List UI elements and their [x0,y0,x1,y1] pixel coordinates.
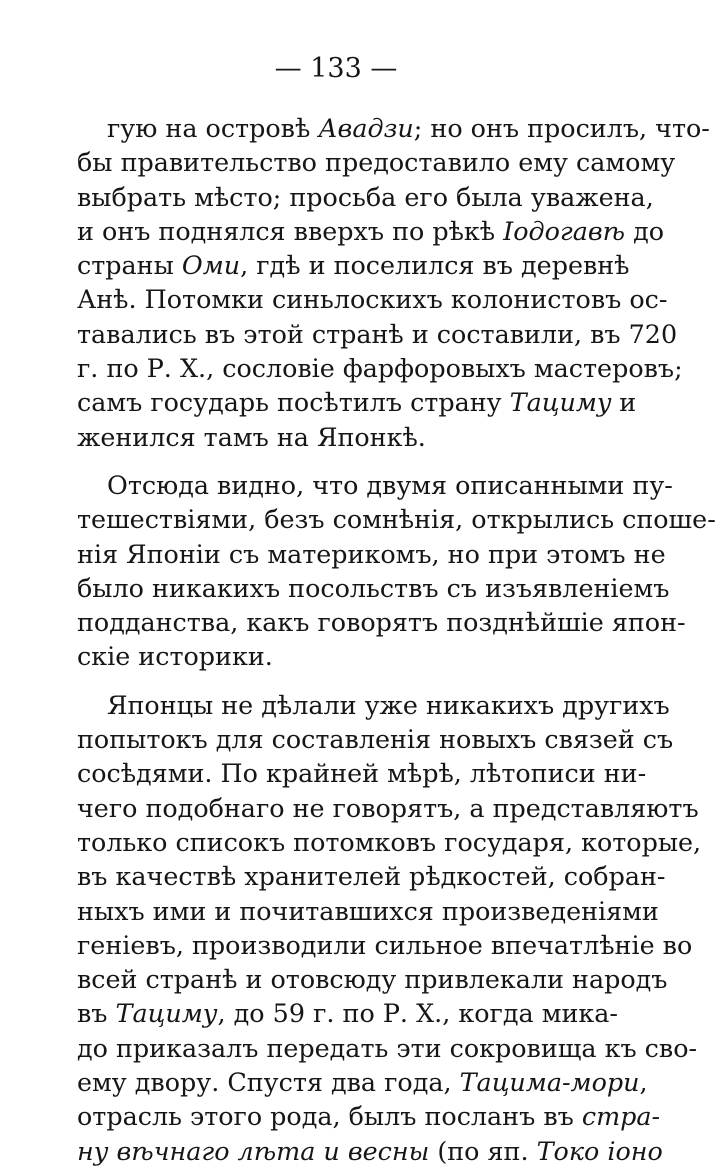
text-run: было никакихъ посольствъ съ изъявленіемъ [77,572,670,603]
text-run: чего подобнаго не говорятъ, а представляютъ [77,792,699,823]
text-run: скіе историки. [77,641,273,672]
text-run: до [625,215,665,246]
text-run: г. по Р. Х., сословіе фарфоровыхъ мастеровъ; [77,353,683,384]
text-run: ныхъ ими и почитавшихся произведеніями [77,895,659,926]
paragraph [77,688,702,1168]
italic-name: Токо іоно [536,1135,663,1166]
italic-name: Іодогавѣ [503,215,626,246]
text-run: въ [77,998,116,1029]
text-line [77,180,654,214]
text-run: и [611,387,637,418]
text-run: Японцы не дѣлали уже никакихъ другихъ [107,689,670,720]
text-run: (по яп. [429,1135,537,1166]
text-run: нія Японіи съ материкомъ, но при этомъ не [77,538,666,569]
text-run: ; но онъ просилъ, что- [413,113,710,143]
text-line [77,351,683,385]
page-number: — 133 — [274,53,398,84]
text-run: всей странѣ и отовсюду привлекали народъ [77,964,668,995]
text-run: сосѣдями. По крайней мѣрѣ, лѣтописи ни- [77,758,647,789]
text-line [77,1031,698,1065]
text-run: попытокъ для составленія новыхъ связей съ [77,724,674,755]
text-line [77,996,618,1030]
text-line [77,688,670,722]
text-run: , до 59 г. по Р. Х., когда мика- [217,998,618,1029]
text-line [77,317,678,351]
text-run: до приказалъ передать эти сокровища къ сво- [77,1032,698,1063]
paragraph-gap [77,674,618,688]
text-line [77,791,699,825]
text-line [77,214,665,248]
italic-name: ну вѣчнаго лѣта и весны [77,1135,430,1166]
text-run: , [639,1067,648,1098]
text-line [77,111,710,145]
text-line [77,502,716,536]
text-line [77,756,647,790]
text-line [77,859,666,893]
text-line [77,1134,663,1168]
text-run: Отсюда видно, что двумя описанными пу- [107,469,673,500]
text-run: самъ государь посѣтилъ страну [77,387,510,418]
text-line [77,1065,648,1099]
italic-name: Тацимy [509,387,612,418]
text-run: , гдѣ и поселился въ деревнѣ [240,250,630,281]
text-run: и онъ поднялся вверхъ по рѣкѣ [77,215,504,246]
text-line [77,722,674,756]
text-run: тешествіями, безъ сомнѣнія, открылись споше- [77,504,716,535]
text-line [77,825,702,859]
text-line [77,571,670,605]
text-line [77,928,693,962]
text-run: ему двору. Спустя два года, [77,1067,460,1098]
text-line [77,385,637,419]
text-run: женился тамъ на Японкѣ. [77,421,426,452]
italic-name: Авадзи [318,113,414,143]
text-run: подданства, какъ говорятъ позднѣйшіе япон- [77,607,686,638]
text-run: геніевъ, производили сильное впечатлѣніе во [77,929,693,960]
text-run: только списокъ потомковъ государя, которые, [77,826,702,857]
text-run: отрасль этого рода, былъ посланъ въ [77,1101,582,1132]
text-line [77,248,630,282]
paragraph [77,468,716,674]
text-run: тавались въ этой странѣ и составили, въ 720 [77,318,678,349]
text-line [77,420,618,454]
text-run: гую на островѣ [107,113,319,143]
italic-name: Тацима-мори [459,1067,640,1098]
text-line [77,605,686,639]
paragraph-gap [77,454,618,468]
text-line [77,537,666,571]
text-line [77,894,659,928]
text-run: выбрать мѣсто; просьба его была уважена, [77,181,654,212]
italic-name: Тациму [115,998,218,1029]
text-line [77,145,676,179]
text-line [77,962,668,996]
paragraph [77,111,710,454]
italic-name: Оми [181,250,241,281]
text-run: страны [77,250,182,281]
text-line [77,282,668,316]
text-line [77,468,673,502]
text-run: въ качествѣ хранителей рѣдкостей, собран- [77,861,666,892]
text-run: бы правительство предоставило ему самому [77,147,676,178]
italic-name: стра- [581,1101,661,1132]
body-text [77,111,716,1168]
text-line [77,639,618,673]
text-line [77,1099,661,1133]
text-run: Анѣ. Потомки синьлоскихъ колонистовъ ос- [77,284,668,315]
